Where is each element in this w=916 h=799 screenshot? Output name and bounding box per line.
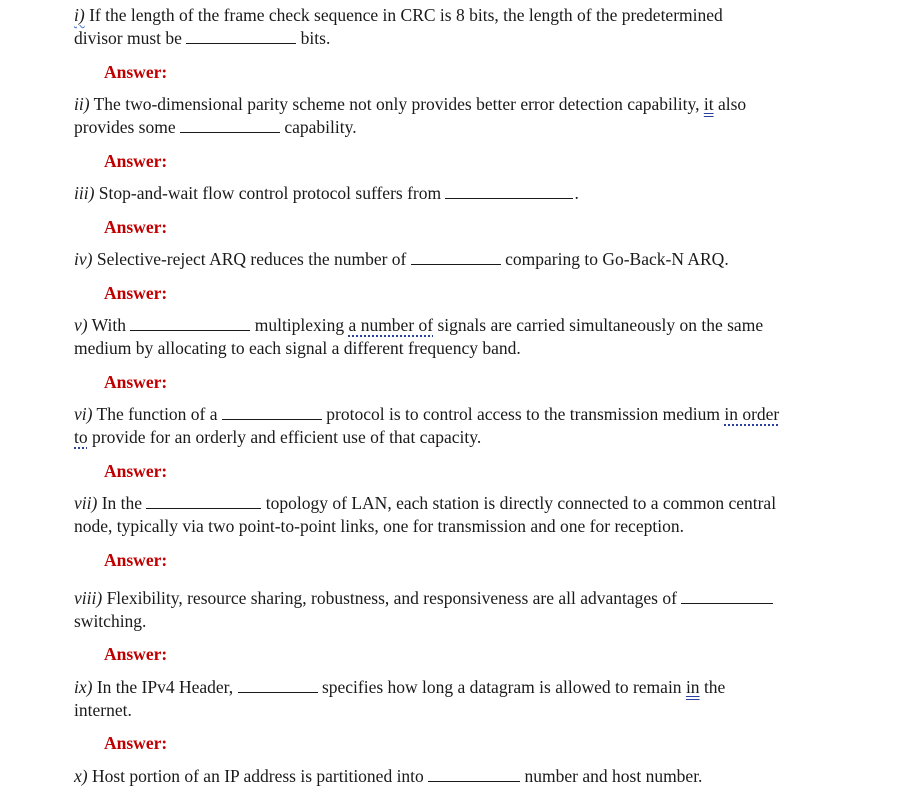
question-number: v) — [74, 315, 88, 335]
answer-label: Answer: — [104, 283, 168, 303]
answer-blank[interactable] — [445, 183, 573, 199]
question-6 — [74, 403, 874, 449]
question-number: vii) — [74, 493, 98, 513]
question-5-line-2: medium by allocating to each signal a different frequency band. — [74, 338, 521, 358]
answer-label: Answer: — [104, 733, 168, 753]
answer-label: Answer: — [104, 550, 168, 570]
answer-label: Answer: — [104, 62, 168, 82]
question-6-line-1: vi) The function of a protocol is to control access to the transmission medium in order — [74, 404, 780, 424]
answer-label: Answer: — [104, 372, 168, 392]
answer-label: Answer: — [104, 644, 168, 664]
question-3-line-1: iii) Stop-and-wait flow control protocol suffers from . — [74, 183, 579, 203]
answer-blank[interactable] — [238, 677, 318, 693]
question-8-line-1: viii) Flexibility, resource sharing, robustness, and responsiveness are all advantages of — [74, 587, 874, 610]
answer-blank[interactable] — [428, 766, 520, 782]
question-5 — [74, 314, 874, 360]
question-3 — [74, 182, 874, 205]
answer-blank[interactable] — [411, 249, 501, 265]
question-9-line-2: internet. — [74, 700, 132, 720]
grammar-mark: it — [703, 94, 714, 114]
question-7 — [74, 492, 874, 538]
answer-label: Answer: — [104, 151, 168, 171]
grammar-mark: in — [685, 677, 700, 697]
question-number: x) — [74, 766, 88, 786]
question-number: ix) — [74, 677, 93, 697]
question-number: iv) — [74, 249, 93, 269]
grammar-mark: in order — [724, 404, 780, 424]
answer-label: Answer: — [104, 217, 168, 237]
answer-label: Answer: — [104, 461, 168, 481]
question-6-line-2: to provide for an orderly and efficient use of that capacity. — [74, 427, 482, 447]
answer-blank[interactable] — [180, 117, 280, 133]
answer-blank[interactable] — [146, 493, 261, 509]
question-2 — [74, 93, 874, 139]
question-number: i) — [74, 5, 85, 25]
question-8 — [74, 587, 874, 633]
question-2-line-1: ii) The two-dimensional parity scheme not only provides better error detection capability, it also — [74, 94, 747, 114]
question-number: ii) — [74, 94, 90, 114]
question-9 — [74, 676, 874, 722]
question-7-line-2: node, typically via two point-to-point links, one for transmission and one for reception. — [74, 516, 684, 536]
answer-blank[interactable] — [222, 404, 322, 420]
question-number: viii) — [74, 588, 103, 608]
question-number: vi) — [74, 404, 93, 424]
question-9-line-1: ix) In the IPv4 Header, specifies how long a datagram is allowed to remain in the — [74, 677, 726, 697]
question-4-line-1: iv) Selective-reject ARQ reduces the number of comparing to Go-Back-N ARQ. — [74, 249, 729, 269]
question-1-line-2: divisor must be bits. — [74, 28, 331, 48]
question-number: iii) — [74, 183, 95, 203]
answer-blank[interactable] — [130, 315, 250, 331]
grammar-mark: to — [74, 427, 88, 447]
answer-blank[interactable] — [186, 28, 296, 44]
grammar-mark: a number of — [348, 315, 434, 335]
question-5-line-1: v) With multiplexing a number of signals are carried simultaneously on the same — [74, 315, 764, 335]
question-1 — [74, 4, 874, 50]
question-1-line-1: i) If the length of the frame check sequence in CRC is 8 bits, the length of the predetermined — [74, 5, 723, 25]
question-4 — [74, 248, 874, 271]
question-10-line-1: x) Host portion of an IP address is partitioned into number and host number. — [74, 766, 703, 786]
answer-blank[interactable] — [681, 588, 773, 604]
question-7-line-1: vii) In the topology of LAN, each station is directly connected to a common central — [74, 493, 777, 513]
question-8-line-2: switching. — [74, 611, 147, 631]
question-10 — [74, 765, 874, 788]
question-2-line-2: provides some capability. — [74, 117, 357, 137]
